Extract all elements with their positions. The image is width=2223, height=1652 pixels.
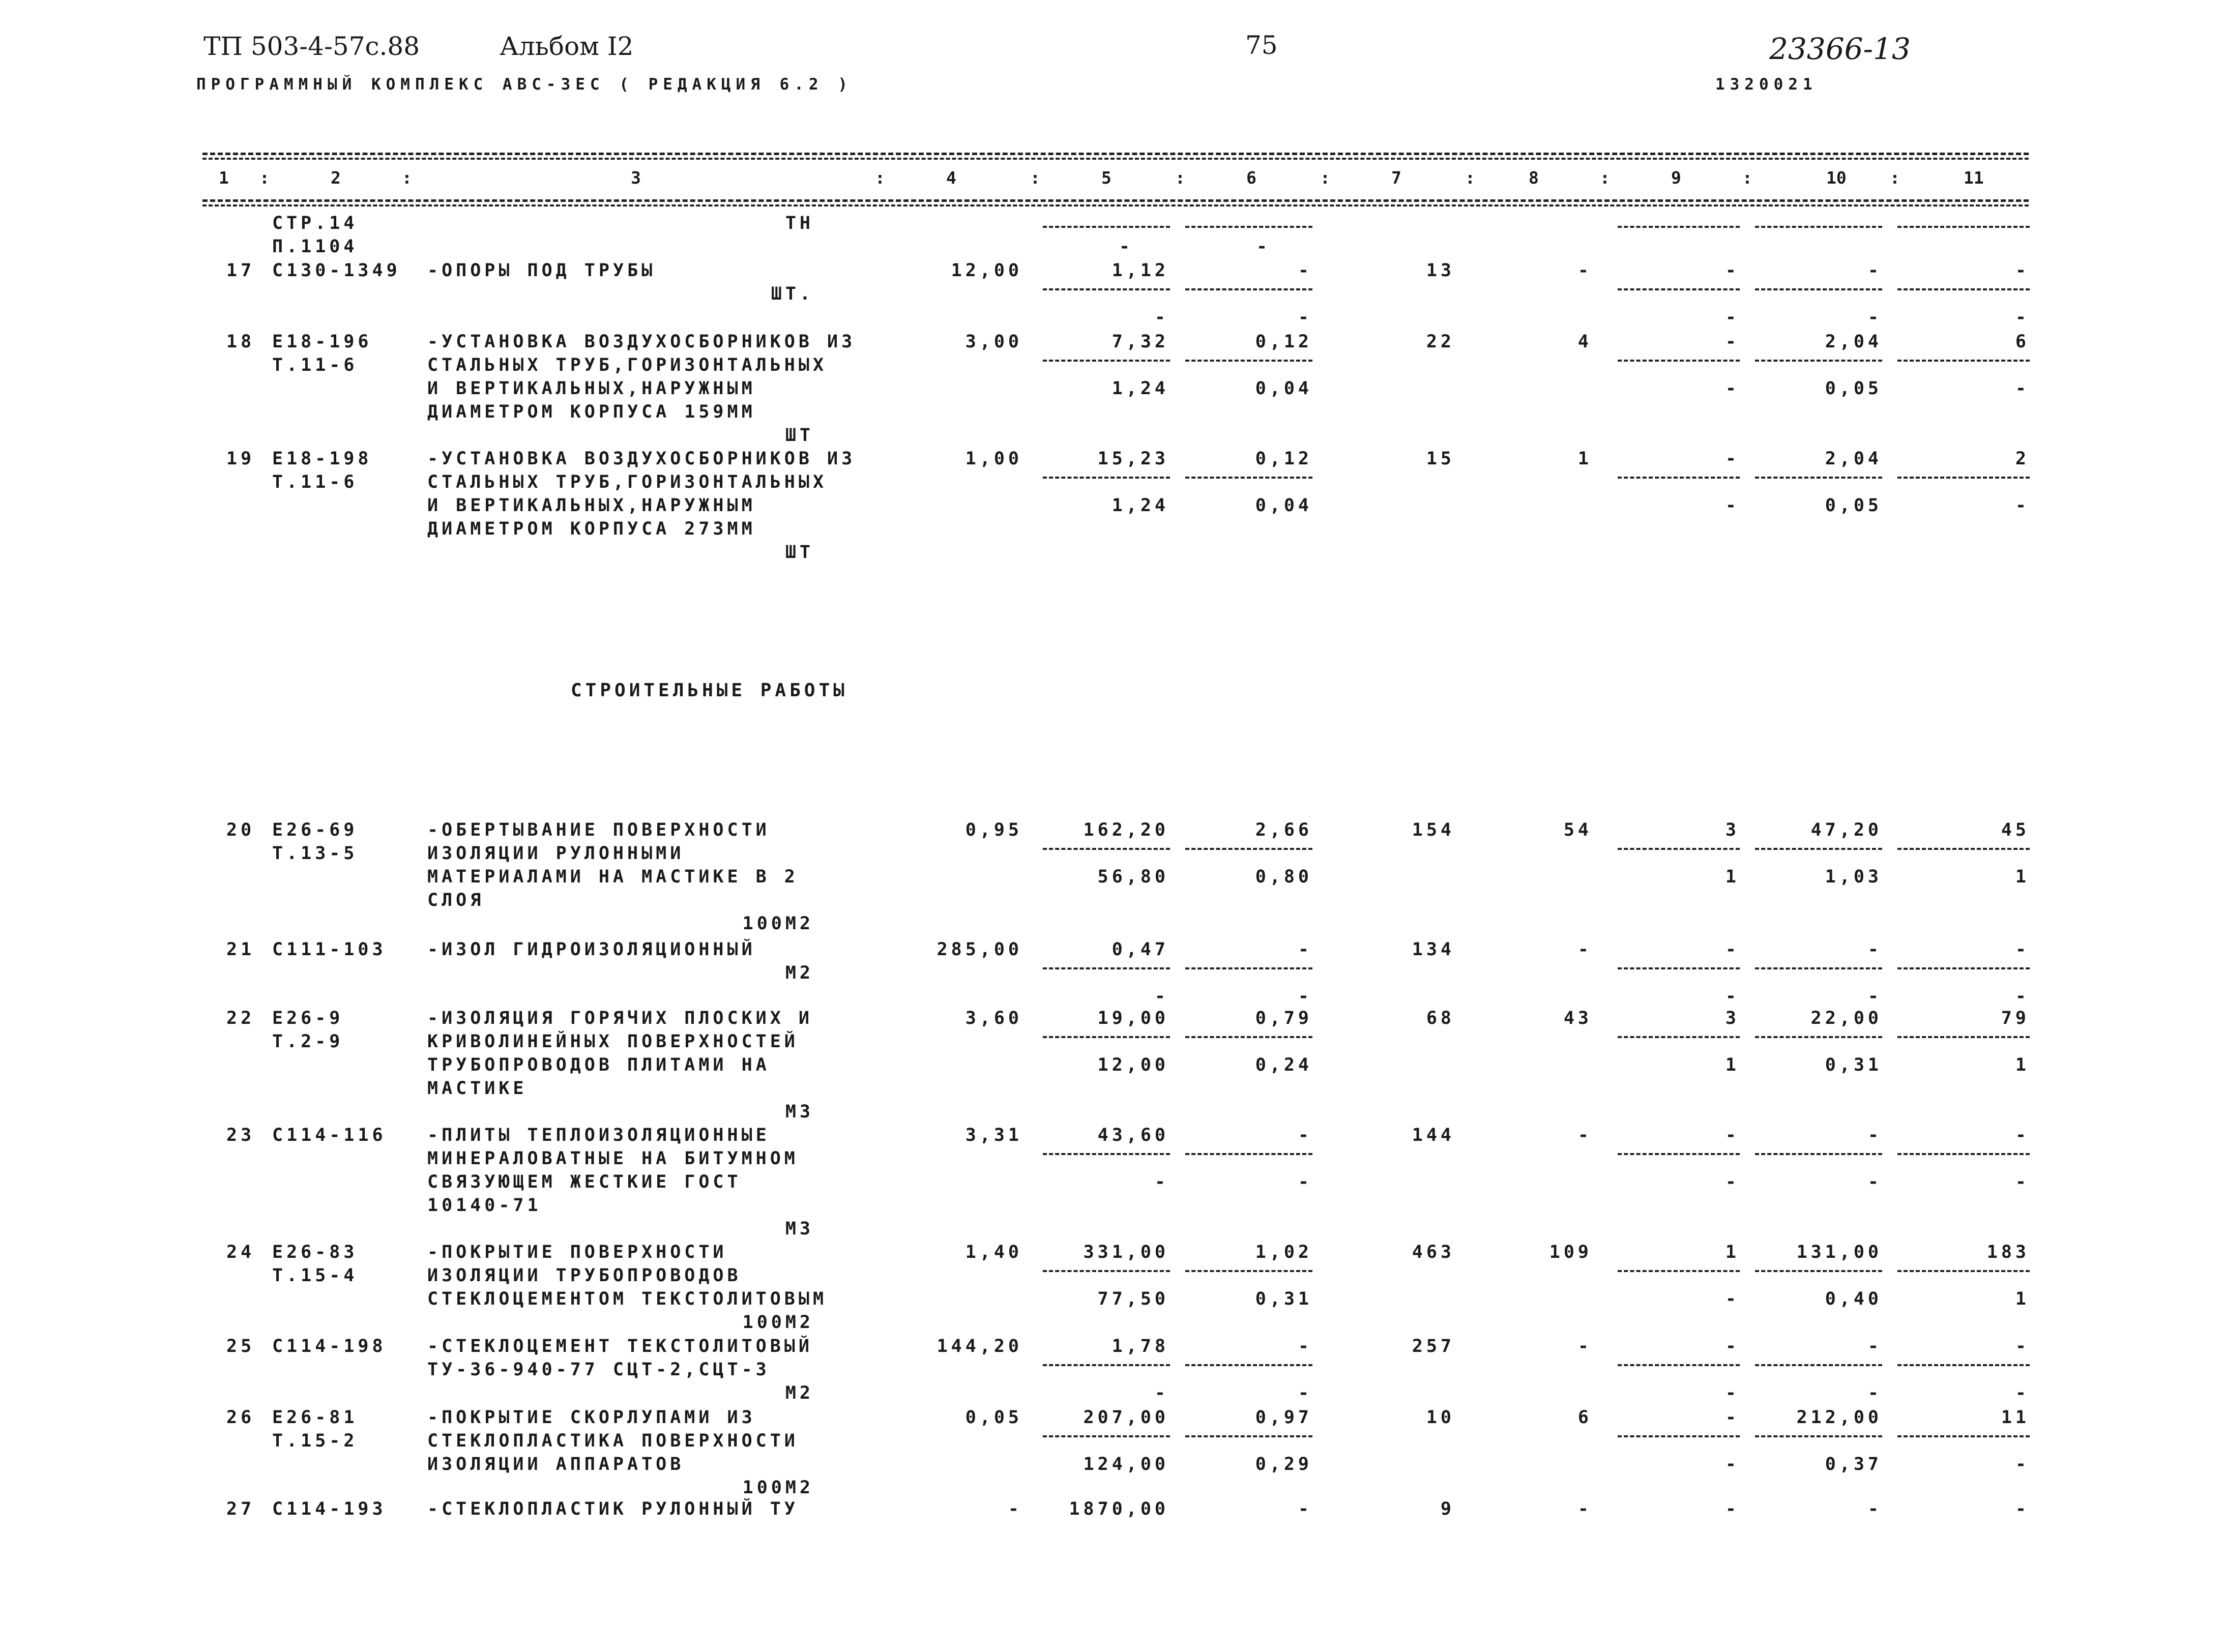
value-c7: 9 <box>1440 1499 1455 1519</box>
work-description: 10140-71 <box>427 1195 542 1216</box>
value-c11b: - <box>2015 307 2030 328</box>
value-c9b: - <box>1725 1454 1740 1474</box>
value-c7: 22 <box>1426 332 1455 352</box>
value-c9: - <box>1725 449 1740 469</box>
value-c5: 15,23 <box>1097 449 1169 469</box>
column-separator: : <box>402 168 412 188</box>
value-c5: 1870,00 <box>1069 1499 1169 1519</box>
value-c11: - <box>2015 1336 2030 1356</box>
row-number: 19 <box>226 449 255 469</box>
value-c4: - <box>1008 1499 1022 1519</box>
work-description: -ОПОРЫ ПОД ТРУБЫ <box>427 260 656 281</box>
subtotal-separator <box>1897 1364 2030 1366</box>
value-c9: - <box>1725 1336 1740 1356</box>
value-c7: 15 <box>1426 449 1455 469</box>
value-c10b: 0,40 <box>1825 1289 1882 1309</box>
subtotal-separator <box>1043 1270 1170 1272</box>
column-header-3: 3 <box>631 168 641 188</box>
subtotal-separator <box>1043 288 1170 290</box>
row-ref: СТР.14 <box>272 213 358 233</box>
value-c6b: 0,31 <box>1255 1289 1312 1309</box>
value-c4: 12,00 <box>951 260 1022 281</box>
dash-mark: - <box>1256 237 1271 257</box>
value-c11b: 1 <box>2015 1055 2030 1075</box>
norm-code: Е18-198 <box>272 449 372 469</box>
value-c8: 1 <box>1577 449 1592 469</box>
subtotal-separator <box>1185 360 1312 362</box>
value-c9: - <box>1725 1125 1740 1145</box>
value-c5b: - <box>1154 1383 1169 1403</box>
handwritten-number: 23366-13 <box>1769 32 1911 66</box>
norm-code: Е18-196 <box>272 332 372 352</box>
value-c11: 183 <box>1986 1242 2030 1262</box>
value-c8: - <box>1577 1499 1592 1519</box>
row-number: 24 <box>226 1242 255 1262</box>
value-c10b: 0,05 <box>1825 495 1882 516</box>
work-description: МИНЕРАЛОВАТНЫЕ НА БИТУМНОМ <box>427 1148 799 1169</box>
value-c10: - <box>1867 260 1882 281</box>
work-description: МАСТИКЕ <box>427 1078 528 1099</box>
value-c11: 2 <box>2015 449 2030 469</box>
value-c11: - <box>2015 1125 2030 1145</box>
work-description: -ПЛИТЫ ТЕПЛОИЗОЛЯЦИОННЫЕ <box>427 1125 770 1145</box>
value-c6b: 0,24 <box>1255 1055 1312 1075</box>
value-c11b: - <box>2015 1454 2030 1474</box>
norm-code: С114-198 <box>272 1336 387 1356</box>
work-description: -УСТАНОВКА ВОЗДУХОСБОРНИКОВ ИЗ <box>427 332 856 352</box>
column-header-5: 5 <box>1101 168 1112 188</box>
value-c9: - <box>1725 939 1740 960</box>
value-c10: 2,04 <box>1825 332 1882 352</box>
value-c5: 7,32 <box>1112 332 1169 352</box>
value-c8: 43 <box>1563 1008 1592 1028</box>
value-c11: - <box>2015 939 2030 960</box>
work-description: СВЯЗУЮЩЕМ ЖЕСТКИЕ ГОСТ <box>427 1172 742 1192</box>
doc-code: ТП 503-4-57с.88 <box>203 32 420 61</box>
value-c9b: - <box>1725 986 1740 1007</box>
value-c11: 6 <box>2015 332 2030 352</box>
unit-label: М2 <box>785 963 814 983</box>
value-c6: 1,02 <box>1255 1242 1312 1262</box>
subtotal-separator <box>1755 1036 1882 1038</box>
value-c10: 131,00 <box>1796 1242 1882 1262</box>
value-c10: - <box>1867 1499 1882 1519</box>
row-number: 20 <box>226 820 255 840</box>
page-number: 75 <box>1245 31 1278 60</box>
value-c8: 109 <box>1549 1242 1592 1262</box>
value-c10: 2,04 <box>1825 449 1882 469</box>
subtotal-separator <box>1618 967 1740 969</box>
unit-label: М2 <box>785 1383 814 1403</box>
column-header-1: 1 <box>219 168 229 188</box>
value-c11: 45 <box>2001 820 2030 840</box>
column-header-9: 9 <box>1671 168 1681 188</box>
value-c5: 162,20 <box>1083 820 1169 840</box>
subtotal-separator <box>1185 1364 1312 1366</box>
row-ref-sub: П.1104 <box>272 237 358 257</box>
value-c7: 134 <box>1412 939 1455 960</box>
column-header-8: 8 <box>1529 168 1539 188</box>
work-description: ДИАМЕТРОМ КОРПУСА 273ММ <box>427 519 756 539</box>
value-c9b: - <box>1725 1172 1740 1192</box>
work-description: -ПОКРЫТИЕ ПОВЕРХНОСТИ <box>427 1242 727 1262</box>
subtotal-separator <box>1755 1153 1882 1155</box>
subtotal-separator <box>1897 477 2030 479</box>
value-c10: - <box>1867 939 1882 960</box>
unit-label: М3 <box>785 1219 814 1239</box>
work-description: СТЕКЛОЦЕМЕНТОМ ТЕКСТОЛИТОВЫМ <box>427 1289 828 1309</box>
value-c4: 0,05 <box>965 1407 1022 1428</box>
subtotal-separator <box>1897 1270 2030 1272</box>
subtotal-separator <box>1043 848 1170 850</box>
subtotal-separator <box>1618 477 1740 479</box>
subtotal-separator <box>1043 226 1170 228</box>
unit-label: ТН <box>785 213 814 233</box>
value-c4: 1,40 <box>965 1242 1022 1262</box>
value-c10b: - <box>1867 1172 1882 1192</box>
value-c9b: - <box>1725 1289 1740 1309</box>
work-description: -ПОКРЫТИЕ СКОРЛУПАМИ ИЗ <box>427 1407 756 1428</box>
work-description: ТРУБОПРОВОДОВ ПЛИТАМИ НА <box>427 1055 770 1075</box>
value-c10: - <box>1867 1336 1882 1356</box>
value-c6b: - <box>1298 986 1312 1007</box>
value-c4: 3,60 <box>965 1008 1022 1028</box>
value-c5: 207,00 <box>1083 1407 1169 1428</box>
work-description: КРИВОЛИНЕЙНЫХ ПОВЕРХНОСТЕЙ <box>427 1031 799 1052</box>
value-c11b: - <box>2015 495 2030 516</box>
value-c5b: - <box>1154 307 1169 328</box>
value-c6b: - <box>1298 1383 1312 1403</box>
program-line: ПРОГРАММНЫЙ КОМПЛЕКС АВС-3ЕС ( РЕДАКЦИЯ 6.2 ) <box>196 75 853 94</box>
norm-code: С111-103 <box>272 939 387 960</box>
value-c6: 0,97 <box>1255 1407 1312 1428</box>
value-c9b: - <box>1725 495 1740 516</box>
value-c10b: 0,31 <box>1825 1055 1882 1075</box>
value-c6: 0,12 <box>1255 449 1312 469</box>
column-separator: : <box>1742 168 1752 188</box>
column-separator: : <box>1890 168 1900 188</box>
value-c9b: 1 <box>1725 867 1740 887</box>
column-separator: : <box>1600 168 1610 188</box>
subtotal-separator <box>1618 226 1740 228</box>
column-header-11: 11 <box>1964 168 1984 188</box>
column-separator: : <box>1175 168 1185 188</box>
work-description: -ИЗОЛЯЦИЯ ГОРЯЧИХ ПЛОСКИХ И <box>427 1008 813 1028</box>
value-c6: - <box>1298 260 1312 281</box>
value-c7: 257 <box>1412 1336 1455 1356</box>
work-description: МАТЕРИАЛАМИ НА МАСТИКЕ В 2 <box>427 867 799 887</box>
subtotal-separator <box>1755 1364 1882 1366</box>
norm-table-ref: Т.15-4 <box>272 1265 358 1286</box>
work-description: СТАЛЬНЫХ ТРУБ,ГОРИЗОНТАЛЬНЫХ <box>427 355 828 375</box>
subtotal-separator <box>1043 360 1170 362</box>
norm-table-ref: Т.2-9 <box>272 1031 344 1052</box>
value-c5b: 56,80 <box>1097 867 1169 887</box>
work-description: И ВЕРТИКАЛЬНЫХ,НАРУЖНЫМ <box>427 495 756 516</box>
norm-code: Е26-9 <box>272 1008 344 1028</box>
value-c7: 154 <box>1412 820 1455 840</box>
value-c10: 47,20 <box>1810 820 1882 840</box>
value-c7: 68 <box>1426 1008 1455 1028</box>
row-number: 25 <box>226 1336 255 1356</box>
value-c6b: 0,29 <box>1255 1454 1312 1474</box>
norm-code: С114-193 <box>272 1499 387 1519</box>
norm-code: С130-1349 <box>272 260 401 281</box>
value-c9: - <box>1725 260 1740 281</box>
value-c4: 144,20 <box>937 1336 1022 1356</box>
subtotal-separator <box>1185 1036 1312 1038</box>
work-description: ИЗОЛЯЦИИ РУЛОННЫМИ <box>427 843 685 864</box>
value-c10: 212,00 <box>1796 1407 1882 1428</box>
value-c11: - <box>2015 260 2030 281</box>
value-c10b: 0,05 <box>1825 378 1882 399</box>
value-c11b: 1 <box>2015 1289 2030 1309</box>
subtotal-separator <box>1755 477 1882 479</box>
value-c5: 0,47 <box>1112 939 1169 960</box>
subtotal-separator <box>1618 360 1740 362</box>
value-c8: - <box>1577 939 1592 960</box>
work-description: ДИАМЕТРОМ КОРПУСА 159ММ <box>427 402 756 422</box>
work-description: -ОБЕРТЫВАНИЕ ПОВЕРХНОСТИ <box>427 820 770 840</box>
value-c4: 3,31 <box>965 1125 1022 1145</box>
work-description: -ИЗОЛ ГИДРОИЗОЛЯЦИОННЫЙ <box>427 939 756 960</box>
column-header-10: 10 <box>1826 168 1847 188</box>
value-c5b: 1,24 <box>1112 495 1169 516</box>
subtotal-separator <box>1043 477 1170 479</box>
subtotal-separator <box>1755 848 1882 850</box>
rule-top <box>202 153 2029 155</box>
value-c9b: 1 <box>1725 1055 1740 1075</box>
value-c11b: - <box>2015 986 2030 1007</box>
value-c8: 54 <box>1563 820 1592 840</box>
work-description: ИЗОЛЯЦИИ ТРУБОПРОВОДОВ <box>427 1265 742 1286</box>
value-c7: 144 <box>1412 1125 1455 1145</box>
norm-code: Е26-69 <box>272 820 358 840</box>
value-c5b: 124,00 <box>1083 1454 1169 1474</box>
value-c11b: 1 <box>2015 867 2030 887</box>
value-c4: 3,00 <box>965 332 1022 352</box>
unit-label: М3 <box>785 1102 814 1122</box>
norm-table-ref: Т.13-5 <box>272 843 358 864</box>
value-c5: 331,00 <box>1083 1242 1169 1262</box>
subtotal-separator <box>1185 226 1312 228</box>
value-c4: 1,00 <box>965 449 1022 469</box>
value-c5b: - <box>1154 986 1169 1007</box>
unit-label: ШТ <box>785 542 814 563</box>
row-number: 22 <box>226 1008 255 1028</box>
column-header-7: 7 <box>1391 168 1401 188</box>
subtotal-separator <box>1185 1435 1312 1437</box>
value-c9: - <box>1725 332 1740 352</box>
value-c5: 19,00 <box>1097 1008 1169 1028</box>
subtotal-separator <box>1897 1036 2030 1038</box>
value-c9: 1 <box>1725 1242 1740 1262</box>
column-header-6: 6 <box>1246 168 1256 188</box>
subtotal-separator <box>1043 1036 1170 1038</box>
work-description: ТУ-36-940-77 СЦТ-2,СЦТ-3 <box>427 1360 770 1380</box>
value-c9: - <box>1725 1407 1740 1428</box>
value-c7: 10 <box>1426 1407 1455 1428</box>
column-separator: : <box>1320 168 1330 188</box>
subtotal-separator <box>1755 1270 1882 1272</box>
value-c6b: - <box>1298 307 1312 328</box>
value-c7: 13 <box>1426 260 1455 281</box>
row-number: 23 <box>226 1125 255 1145</box>
value-c6: - <box>1298 1336 1312 1356</box>
value-c9: - <box>1725 1499 1740 1519</box>
value-c6b: - <box>1298 1172 1312 1192</box>
work-description: СТЕКЛОПЛАСТИКА ПОВЕРХНОСТИ <box>427 1431 799 1451</box>
norm-table-ref: Т.11-6 <box>272 355 358 375</box>
value-c4: 0,95 <box>965 820 1022 840</box>
row-number: 18 <box>226 332 255 352</box>
value-c5b: 77,50 <box>1097 1289 1169 1309</box>
subtotal-separator <box>1897 1153 2030 1155</box>
subtotal-separator <box>1755 288 1882 290</box>
value-c6: - <box>1298 1499 1312 1519</box>
unit-label: 100М2 <box>742 1478 814 1498</box>
value-c10: 22,00 <box>1810 1008 1882 1028</box>
subtotal-separator <box>1618 288 1740 290</box>
value-c6b: 0,04 <box>1255 495 1312 516</box>
subtotal-separator <box>1618 1435 1740 1437</box>
value-c11: 79 <box>2001 1008 2030 1028</box>
subtotal-separator <box>1755 1435 1882 1437</box>
row-number: 17 <box>226 260 255 281</box>
unit-label: ШТ. <box>771 284 814 304</box>
album-label: Альбом I2 <box>500 32 634 61</box>
column-header-2: 2 <box>331 168 341 188</box>
column-separator: : <box>1465 168 1475 188</box>
work-description: -СТЕКЛОЦЕМЕНТ ТЕКСТОЛИТОВЫЙ <box>427 1336 813 1356</box>
value-c10b: 1,03 <box>1825 867 1882 887</box>
value-c9b: - <box>1725 307 1740 328</box>
column-separator: : <box>259 168 270 188</box>
subtotal-separator <box>1043 1435 1170 1437</box>
value-c8: - <box>1577 1125 1592 1145</box>
value-c11b: - <box>2015 378 2030 399</box>
row-number: 21 <box>226 939 255 960</box>
value-c8: 4 <box>1577 332 1592 352</box>
value-c5b: 12,00 <box>1097 1055 1169 1075</box>
dash-mark: - <box>1119 237 1134 257</box>
subtotal-separator <box>1185 1270 1312 1272</box>
rule-header-bottom <box>202 199 2029 202</box>
value-c6b: 0,80 <box>1255 867 1312 887</box>
subtotal-separator <box>1618 848 1740 850</box>
work-description: СТАЛЬНЫХ ТРУБ,ГОРИЗОНТАЛЬНЫХ <box>427 472 828 492</box>
norm-code: Е26-81 <box>272 1407 358 1428</box>
value-c8: - <box>1577 1336 1592 1356</box>
value-c6: - <box>1298 1125 1312 1145</box>
value-c10: - <box>1867 1125 1882 1145</box>
value-c9: 3 <box>1725 1008 1740 1028</box>
value-c10b: 0,37 <box>1825 1454 1882 1474</box>
subtotal-separator <box>1043 967 1170 969</box>
work-description: И ВЕРТИКАЛЬНЫХ,НАРУЖНЫМ <box>427 378 756 399</box>
norm-table-ref: Т.15-2 <box>272 1431 358 1451</box>
value-c11: - <box>2015 1499 2030 1519</box>
subtotal-separator <box>1897 848 2030 850</box>
value-c4: 285,00 <box>937 939 1022 960</box>
unit-label: 100М2 <box>742 913 814 934</box>
value-c9b: - <box>1725 378 1740 399</box>
value-c11b: - <box>2015 1172 2030 1192</box>
section-title: СТРОИТЕЛЬНЫЕ РАБОТЫ <box>571 680 848 701</box>
subtotal-separator <box>1618 1364 1740 1366</box>
value-c6: - <box>1298 939 1312 960</box>
subtotal-separator <box>1897 226 2030 228</box>
work-description: -УСТАНОВКА ВОЗДУХОСБОРНИКОВ ИЗ <box>427 449 856 469</box>
rule-header-bottom-2 <box>202 204 2029 206</box>
value-c8: 6 <box>1577 1407 1592 1428</box>
subtotal-separator <box>1755 226 1882 228</box>
norm-code: Е26-83 <box>272 1242 358 1262</box>
subtotal-separator <box>1897 288 2030 290</box>
subtotal-separator <box>1618 1270 1740 1272</box>
value-c7: 463 <box>1412 1242 1455 1262</box>
rule-top-2 <box>202 158 2029 160</box>
subtotal-separator <box>1618 1153 1740 1155</box>
value-c9b: - <box>1725 1383 1740 1403</box>
subtotal-separator <box>1043 1153 1170 1155</box>
column-separator: : <box>875 168 885 188</box>
subtotal-separator <box>1185 477 1312 479</box>
subtotal-separator <box>1618 1036 1740 1038</box>
code-number: 1320021 <box>1715 75 1818 94</box>
work-description: ИЗОЛЯЦИИ АППАРАТОВ <box>427 1454 685 1474</box>
value-c10b: - <box>1867 986 1882 1007</box>
subtotal-separator <box>1043 1364 1170 1366</box>
subtotal-separator <box>1185 288 1312 290</box>
value-c6b: 0,04 <box>1255 378 1312 399</box>
value-c6: 2,66 <box>1255 820 1312 840</box>
work-description: СЛОЯ <box>427 890 485 910</box>
value-c5b: - <box>1154 1172 1169 1192</box>
subtotal-separator <box>1185 848 1312 850</box>
value-c10b: - <box>1867 307 1882 328</box>
value-c10b: - <box>1867 1383 1882 1403</box>
subtotal-separator <box>1897 967 2030 969</box>
value-c8: - <box>1577 260 1592 281</box>
value-c5: 1,12 <box>1112 260 1169 281</box>
value-c5b: 1,24 <box>1112 378 1169 399</box>
unit-label: ШТ <box>785 425 814 446</box>
subtotal-separator <box>1755 967 1882 969</box>
value-c11: 11 <box>2001 1407 2030 1428</box>
row-number: 26 <box>226 1407 255 1428</box>
column-separator: : <box>1030 168 1040 188</box>
subtotal-separator <box>1185 967 1312 969</box>
value-c6: 0,79 <box>1255 1008 1312 1028</box>
norm-code: С114-116 <box>272 1125 387 1145</box>
subtotal-separator <box>1897 360 2030 362</box>
value-c9: 3 <box>1725 820 1740 840</box>
subtotal-separator <box>1897 1435 2030 1437</box>
row-number: 27 <box>226 1499 255 1519</box>
value-c11b: - <box>2015 1383 2030 1403</box>
value-c5: 1,78 <box>1112 1336 1169 1356</box>
unit-label: 100М2 <box>742 1312 814 1333</box>
work-description: -СТЕКЛОПЛАСТИК РУЛОННЫЙ ТУ <box>427 1499 799 1519</box>
column-header-4: 4 <box>946 168 956 188</box>
norm-table-ref: Т.11-6 <box>272 472 358 492</box>
value-c6: 0,12 <box>1255 332 1312 352</box>
subtotal-separator <box>1185 1153 1312 1155</box>
subtotal-separator <box>1755 360 1882 362</box>
value-c5: 43,60 <box>1097 1125 1169 1145</box>
